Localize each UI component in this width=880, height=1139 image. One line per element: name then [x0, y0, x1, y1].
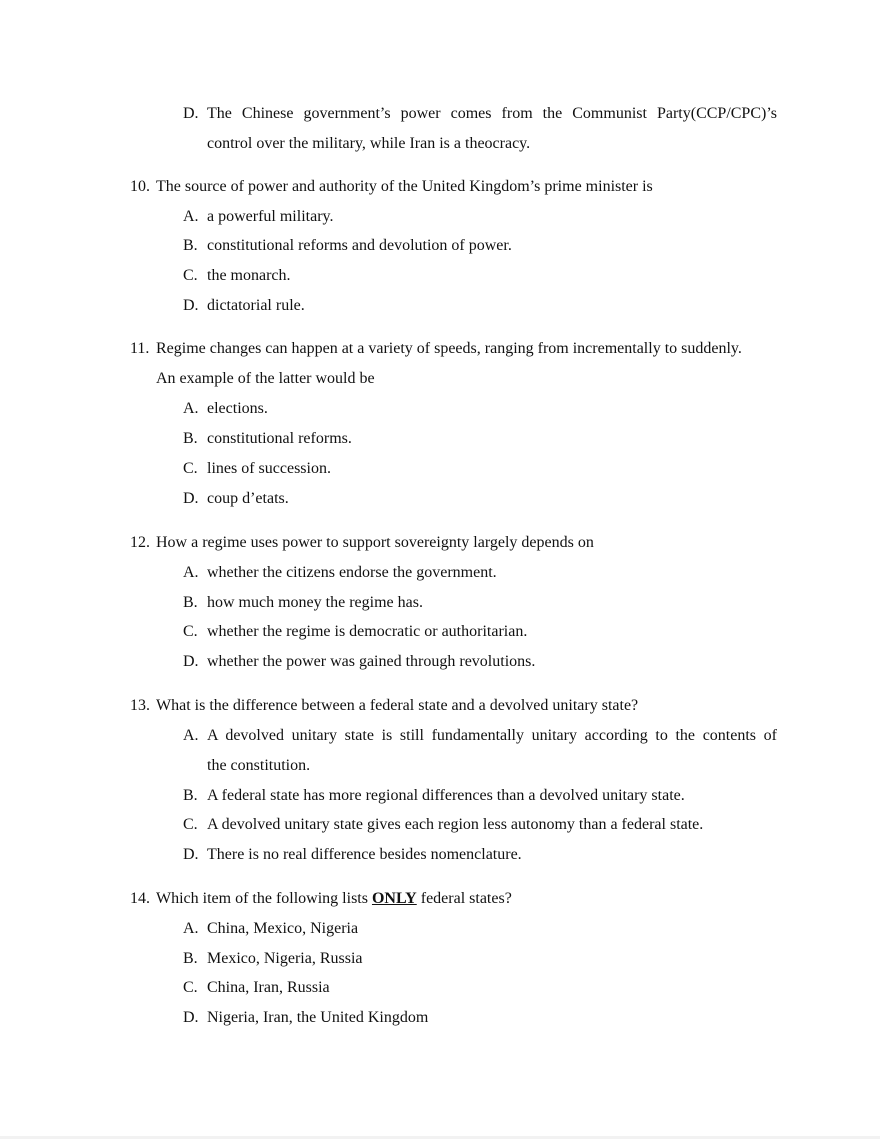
option-text: whether the power was gained through revolutions.: [207, 653, 536, 670]
option-letter: D.: [183, 1009, 199, 1026]
option-letter: D.: [183, 297, 199, 314]
option-letter: B.: [183, 787, 198, 804]
option-letter: A.: [183, 564, 199, 581]
question-stem: Regime changes can happen at a variety of speeds, ranging from incrementally to suddenly.: [156, 340, 742, 357]
question-stem: The source of power and authority of the United Kingdom’s prime minister is: [156, 178, 653, 195]
option-letter: D.: [183, 653, 199, 670]
option-text: China, Iran, Russia: [207, 979, 330, 996]
option-letter: B.: [183, 594, 198, 611]
option-text: coup d’etats.: [207, 490, 289, 507]
option-text: Mexico, Nigeria, Russia: [207, 950, 363, 967]
option-text: the monarch.: [207, 267, 291, 284]
option-letter: B.: [183, 950, 198, 967]
option-text: control over the military, while Iran is a theocracy.: [207, 135, 531, 152]
option-text: China, Mexico, Nigeria: [207, 920, 359, 937]
option-letter: B.: [183, 237, 198, 254]
option-letter: C.: [183, 816, 198, 833]
option-text: There is no real difference besides nomenclature.: [207, 846, 522, 863]
question-stem: [156, 889, 512, 909]
stem-pre: Which item of the following lists: [156, 890, 372, 907]
option-letter: A.: [183, 920, 199, 937]
option-text: whether the citizens endorse the government.: [207, 564, 497, 581]
option-text: lines of succession.: [207, 460, 331, 477]
option-text: A devolved unitary state gives each region less autonomy than a federal state.: [207, 816, 704, 833]
option-text: elections.: [207, 400, 268, 417]
question-stem: What is the difference between a federal state and a devolved unitary state?: [156, 697, 639, 714]
option-letter: B.: [183, 430, 198, 447]
option-letter: C.: [183, 979, 198, 996]
option-text: Nigeria, Iran, the United Kingdom: [207, 1009, 429, 1026]
option-letter: C.: [183, 267, 198, 284]
option-text: the constitution.: [207, 757, 311, 774]
question-number: 14.: [130, 890, 150, 907]
option-text: dictatorial rule.: [207, 297, 305, 314]
option-letter: C.: [183, 623, 198, 640]
stem-emphasis: ONLY: [371, 890, 417, 907]
option-letter: A.: [183, 727, 199, 744]
stem-post: federal states?: [416, 890, 512, 907]
option-letter: A.: [183, 208, 199, 225]
question-stem: How a regime uses power to support sovereignty largely depends on: [156, 534, 594, 551]
option-text: how much money the regime has.: [207, 594, 423, 611]
question-number: 11.: [130, 340, 150, 357]
option-text: The Chinese government’s power comes from the Communist Party(CCP/CPC)’s: [207, 105, 777, 122]
question-stem: An example of the latter would be: [156, 370, 375, 387]
option-text: A devolved unitary state is still fundamentally unitary according to the contents of: [207, 727, 777, 744]
option-letter: D.: [183, 490, 199, 507]
option-text: whether the regime is democratic or authoritarian.: [207, 623, 528, 640]
option-text: A federal state has more regional differences than a devolved unitary state.: [207, 787, 685, 804]
option-text: constitutional reforms and devolution of power.: [207, 237, 512, 254]
option-text: a powerful military.: [207, 208, 334, 225]
option-letter: D.: [183, 105, 199, 122]
question-number: 10.: [130, 178, 150, 195]
question-number: 12.: [130, 534, 150, 551]
option-letter: C.: [183, 460, 198, 477]
option-letter: A.: [183, 400, 199, 417]
question-number: 13.: [130, 697, 150, 714]
option-letter: D.: [183, 846, 199, 863]
option-text: constitutional reforms.: [207, 430, 352, 447]
